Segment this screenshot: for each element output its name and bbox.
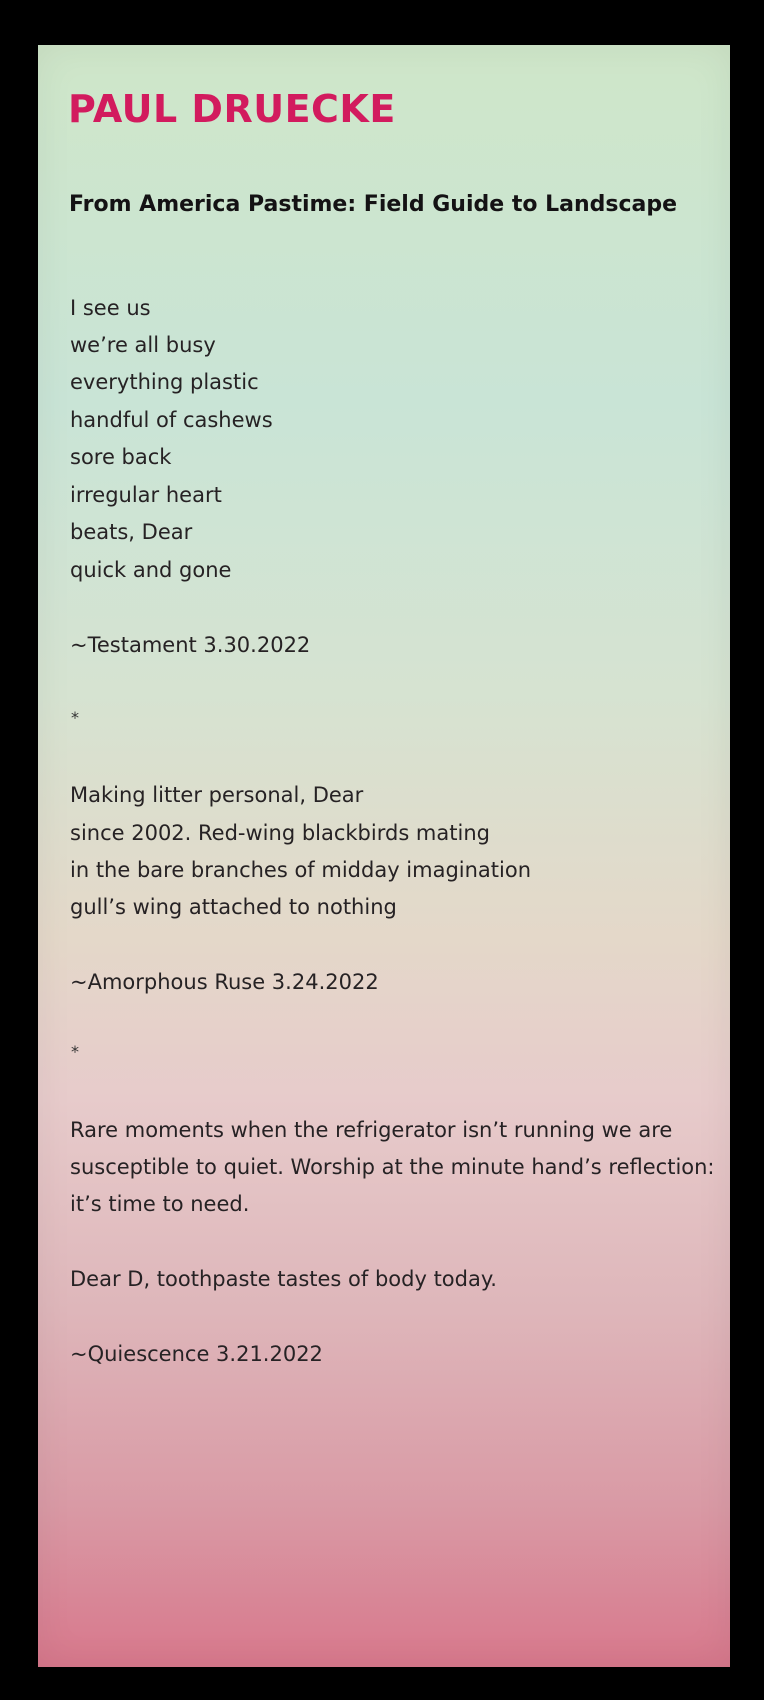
poem3-signature: ~Quiescence 3.21.2022 xyxy=(70,1342,323,1366)
poem2-line: gull’s wing attached to nothing xyxy=(70,895,397,919)
poem1-line: I see us xyxy=(70,296,151,320)
poem3-line: Rare moments when the refrigerator isn’t running we are xyxy=(70,1118,673,1142)
source-title: From America Pastime: Field Guide to Landscape xyxy=(69,192,678,217)
poem1-line: beats, Dear xyxy=(70,520,193,544)
section-separator: * xyxy=(71,708,79,727)
poem2-signature: ~Amorphous Ruse 3.24.2022 xyxy=(70,970,379,994)
poem3-line: susceptible to quiet. Worship at the minute hand’s reflection: xyxy=(70,1155,715,1179)
printed-page xyxy=(38,45,730,1667)
poem2-line: since 2002. Red-wing blackbirds mating xyxy=(70,821,490,845)
poem1-line: handful of cashews xyxy=(70,408,273,432)
poem1-line: irregular heart xyxy=(70,483,222,507)
section-separator: * xyxy=(71,1042,79,1061)
poem1-line: sore back xyxy=(70,445,172,469)
poem1-signature: ~Testament 3.30.2022 xyxy=(70,633,311,657)
poem3-line: it’s time to need. xyxy=(70,1192,250,1216)
poem1-line: we’re all busy xyxy=(70,333,216,357)
poem3-line: Dear D, toothpaste tastes of body today. xyxy=(70,1267,497,1291)
author-name: PAUL DRUECKE xyxy=(68,87,396,131)
poem2-line: Making litter personal, Dear xyxy=(70,783,364,807)
poem1-line: everything plastic xyxy=(70,370,259,394)
poem1-line: quick and gone xyxy=(70,558,232,582)
poem2-line: in the bare branches of midday imagination xyxy=(70,858,532,882)
